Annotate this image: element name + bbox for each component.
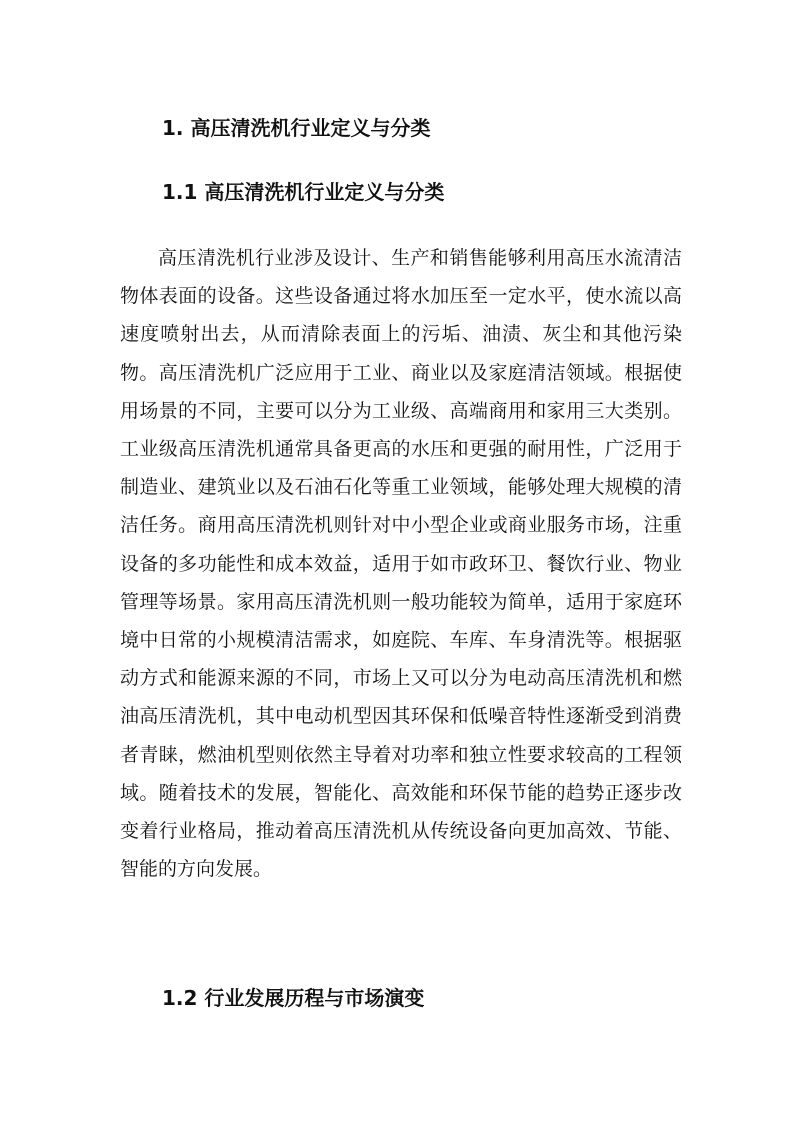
section-heading-1-2: 1.2 行业发展历程与市场演变 <box>162 986 425 1010</box>
section-heading-1-1: 1.1 高压清洗机行业定义与分类 <box>162 180 445 204</box>
section-1-1-paragraph: 高压清洗机行业涉及设计、生产和销售能够利用高压水流清洁物体表面的设备。这些设备通过将水加压至一定水平，使水流以高速度喷射出去，从而清除表面上的污垢、油渍、灰尘和其他污染物。高压清洗机广泛应用于工业、商业以及家庭清洁领域。根据使用场景的不同，主要可以分为工业级、高端商用和家用三大类别。工业级高压清洗机通常具备更高的水压和更强的耐用性，广泛用于制造业、建筑业以及石油石化等重工业领域，能够处理大规模的清洁任务。商用高压清洗机则针对中小型企业或商业服务市场，注重设备的多功能性和成本效益，适用于如市政环卫、餐饮行业、物业管理等场景。家用高压清洗机则一般功能较为简单，适用于家庭环境中日常的小规模清洁需求，如庭院、车库、车身清洗等。根据驱动方式和能源来源的不同，市场上又可以分为电动高压清洗机和燃油高压清洗机，其中电动机型因其环保和低噪音特性逐渐受到消费者青睐，燃油机型则依然主导着对功率和独立性要求较高的工程领域。随着技术的发展，智能化、高效能和环保节能的趋势正逐步改变着行业格局，推动着高压清洗机从传统设备向更加高效、节能、智能的方向发展。 <box>120 247 682 881</box>
chapter-heading: 1. 高压清洗机行业定义与分类 <box>162 116 431 140</box>
